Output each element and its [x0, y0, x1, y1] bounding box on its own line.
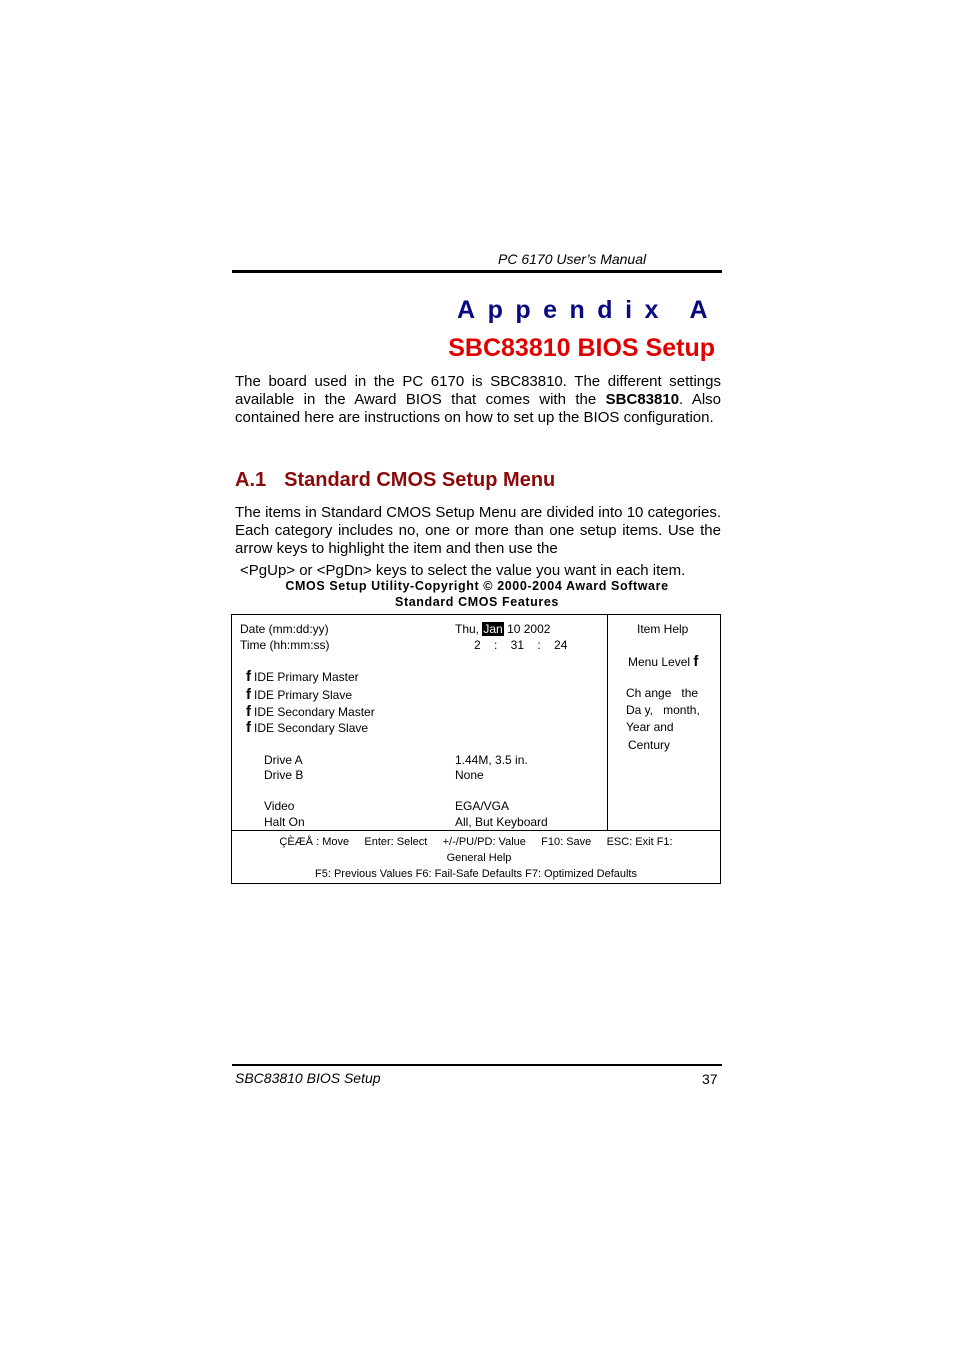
- key-legend-line-1: ÇÈÆÅ : Move Enter: Select +/-/PU/PD: Value F10: Save ESC: Exit F1:: [279, 836, 673, 848]
- section-title: Standard CMOS Setup Menu: [284, 469, 556, 491]
- bios-subtitle: Standard CMOS Features: [395, 595, 559, 609]
- submenu-ide-secondary-master[interactable]: [246, 703, 375, 720]
- key-legend-line-2: General Help: [446, 852, 512, 864]
- section-paragraph-last-line: <PgUp> or <PgDn> keys to select the value you want in each item.: [240, 562, 686, 579]
- bios-screen: [231, 614, 721, 884]
- chapter-title: SBC83810 BIOS Setup: [448, 334, 715, 362]
- drive-a-value[interactable]: 1.44M, 3.5 in.: [455, 753, 528, 767]
- date-value[interactable]: [455, 622, 550, 636]
- submenu-label: IDE Secondary Master: [254, 705, 375, 719]
- date-rest: 10 2002: [507, 622, 551, 636]
- video-value[interactable]: EGA/VGA: [455, 799, 510, 813]
- help-line: Year and: [626, 720, 674, 734]
- submenu-arrow-icon: f: [246, 686, 251, 703]
- running-header: PC 6170 User’s Manual: [498, 251, 647, 267]
- drive-b-label: Drive B: [264, 768, 304, 782]
- drive-a-label: Drive A: [264, 753, 303, 767]
- section-heading: [235, 469, 555, 492]
- date-month-highlight[interactable]: Jan: [483, 622, 503, 636]
- appendix-label: Appendix A: [457, 296, 720, 324]
- key-legend-line-3: F5: Previous Values F6: Fail-Safe Defaults F7: Optimized Defaults: [315, 868, 637, 880]
- submenu-arrow-icon: f: [246, 719, 251, 736]
- intro-paragraph: [235, 373, 721, 427]
- bios-utility-title: CMOS Setup Utility-Copyright © 2000-2004 Award Software: [285, 579, 669, 593]
- help-line: Century: [628, 738, 671, 752]
- submenu-ide-secondary-slave[interactable]: [246, 719, 368, 736]
- menu-level-label: Menu Level: [628, 655, 691, 669]
- halt-on-value[interactable]: All, But Keyboard: [455, 815, 548, 829]
- help-line: Ch ange the: [626, 686, 699, 700]
- intro-bold: SBC83810: [605, 391, 680, 408]
- intro-text-2: . Also contained here are instructions on how to set up the BIOS configuration.: [235, 391, 722, 426]
- menu-level: [628, 653, 701, 670]
- video-label: Video: [264, 799, 295, 813]
- footer-title: SBC83810 BIOS Setup: [235, 1070, 381, 1086]
- section-paragraph-text: The items in Standard CMOS Setup Menu are divided into 10 categories. Each category includes no, one or more than one setup items. Use the arrow keys to highlight the item and then use the: [235, 504, 721, 557]
- menu-level-arrow-icon: f: [693, 653, 699, 670]
- section-number: A.1: [235, 469, 267, 491]
- time-value[interactable]: 2 : 31 : 24: [474, 638, 568, 652]
- drive-b-value[interactable]: None: [455, 768, 484, 782]
- section-paragraph: [235, 504, 721, 558]
- submenu-label: IDE Primary Master: [254, 670, 359, 684]
- date-label: Date (mm:dd:yy): [240, 622, 329, 636]
- date-day: Thu,: [455, 622, 480, 636]
- submenu-ide-primary-slave[interactable]: [246, 686, 352, 703]
- halt-on-label: Halt On: [264, 815, 305, 829]
- submenu-arrow-icon: f: [246, 703, 251, 720]
- bios-column-divider: [607, 615, 608, 830]
- page-number: 37: [702, 1071, 718, 1087]
- time-label: Time (hh:mm:ss): [240, 638, 330, 652]
- submenu-label: IDE Secondary Slave: [254, 721, 369, 735]
- bios-footer-divider: [232, 830, 720, 831]
- submenu-label: IDE Primary Slave: [254, 688, 353, 702]
- intro-text-1: The board used in the PC 6170 is SBC83810. The different settings available in the Award BIOS that comes with the: [235, 373, 721, 408]
- item-help-title: Item Help: [637, 622, 689, 636]
- help-line: Da y, month,: [626, 703, 700, 717]
- footer-rule: [232, 1064, 722, 1066]
- submenu-ide-primary-master[interactable]: [246, 668, 359, 685]
- submenu-arrow-icon: f: [246, 668, 251, 685]
- header-rule: [232, 270, 722, 273]
